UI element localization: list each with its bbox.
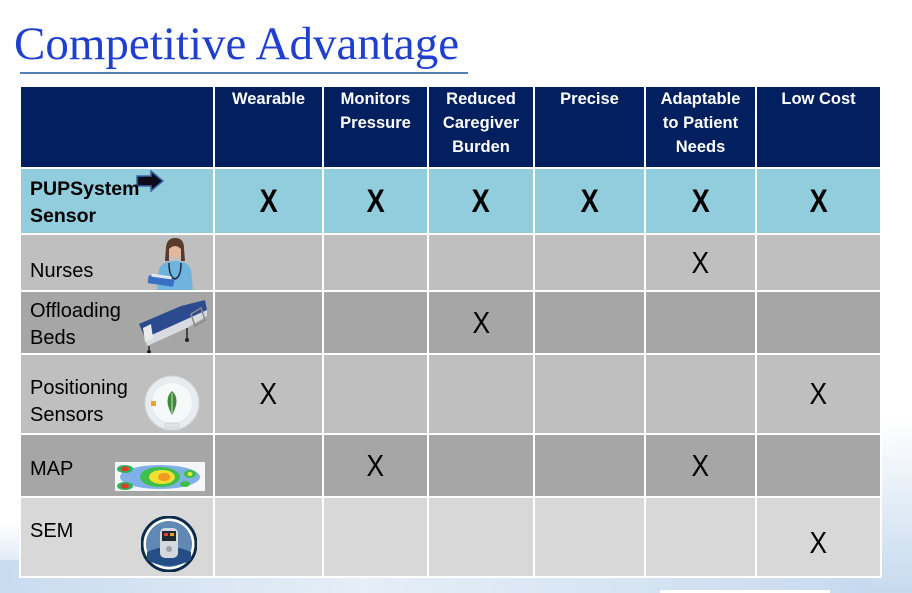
- row-label-line: Positioning: [30, 377, 128, 399]
- cell-mark: [428, 434, 534, 497]
- cell-mark: [534, 291, 645, 354]
- cell-mark: [645, 497, 756, 577]
- table-row-offloading-beds: [20, 291, 881, 354]
- row-label-cell: [20, 434, 214, 497]
- cell-mark: [428, 354, 534, 434]
- cell-mark: [323, 291, 428, 354]
- column-header-wearable: [214, 86, 323, 168]
- cell-mark: X: [214, 354, 323, 434]
- column-header-reduced-caregiver-burden: [428, 86, 534, 168]
- cell-mark: [323, 497, 428, 577]
- cell-mark: [534, 354, 645, 434]
- cell-mark: X: [214, 168, 323, 234]
- row-label: MAP: [30, 458, 74, 480]
- column-header-line: Burden: [452, 138, 510, 156]
- row-label-cell: [20, 234, 214, 291]
- header-corner: [20, 86, 214, 168]
- cell-mark: [323, 234, 428, 291]
- row-label-cell: [20, 168, 214, 234]
- column-header-low-cost: [756, 86, 881, 168]
- cell-mark: [756, 234, 881, 291]
- cell-mark: [428, 234, 534, 291]
- table-row-sem: [20, 497, 881, 577]
- cell-mark: X: [428, 168, 534, 234]
- cell-mark: [214, 434, 323, 497]
- cell-mark: [534, 434, 645, 497]
- cell-mark: [756, 291, 881, 354]
- row-label-line: Sensors: [30, 404, 104, 426]
- column-header-line: Monitors: [340, 90, 411, 108]
- cell-mark: [214, 497, 323, 577]
- column-header-line: Needs: [675, 138, 726, 156]
- row-label-line: Offloading: [30, 300, 121, 322]
- column-header-label: Low Cost: [781, 90, 856, 108]
- cell-mark: [534, 234, 645, 291]
- column-header-label: Wearable: [231, 90, 306, 108]
- table-row-map: [20, 434, 881, 497]
- row-label-line: PUPSystem: [30, 178, 140, 200]
- row-label-line: Beds: [30, 327, 76, 349]
- cell-mark: X: [323, 434, 428, 497]
- row-label-line: Sensor: [30, 205, 97, 227]
- column-header-label: Precise: [560, 90, 619, 108]
- table-row-nurses: [20, 234, 881, 291]
- column-header-line: Caregiver: [442, 114, 520, 132]
- cell-mark: [534, 497, 645, 577]
- column-header-precise: [534, 86, 645, 168]
- row-label-cell: [20, 291, 214, 354]
- cell-mark: [214, 234, 323, 291]
- column-header-line: to Patient: [662, 114, 739, 132]
- row-label-cell: [20, 497, 214, 577]
- column-header-monitors-pressure: [323, 86, 428, 168]
- cell-mark: X: [756, 497, 881, 577]
- cell-mark: X: [645, 168, 756, 234]
- cell-mark: [214, 291, 323, 354]
- row-label-cell: [20, 354, 214, 434]
- cell-mark: X: [645, 434, 756, 497]
- cell-mark: [645, 354, 756, 434]
- column-header-line: Adaptable: [660, 90, 741, 108]
- header-row: [20, 86, 881, 168]
- cell-mark: [323, 354, 428, 434]
- slide-title: Competitive Advantage: [14, 18, 460, 70]
- row-label: Nurses: [30, 260, 94, 282]
- table-row-positioning-sensors: [20, 354, 881, 434]
- comparison-table: [19, 85, 882, 578]
- cell-mark: [428, 497, 534, 577]
- cell-mark: [756, 434, 881, 497]
- column-header-line: Reduced: [446, 90, 516, 108]
- cell-mark: X: [323, 168, 428, 234]
- cell-mark: X: [534, 168, 645, 234]
- cell-mark: X: [756, 168, 881, 234]
- column-header-adaptable: [645, 86, 756, 168]
- cell-mark: [645, 291, 756, 354]
- table-row-pupsystem-sensor: [20, 168, 881, 234]
- column-header-line: Pressure: [340, 114, 411, 132]
- cell-mark: X: [428, 291, 534, 354]
- cell-mark: X: [756, 354, 881, 434]
- title-underline: [20, 72, 468, 74]
- cell-mark: X: [645, 234, 756, 291]
- row-label: SEM: [30, 520, 74, 542]
